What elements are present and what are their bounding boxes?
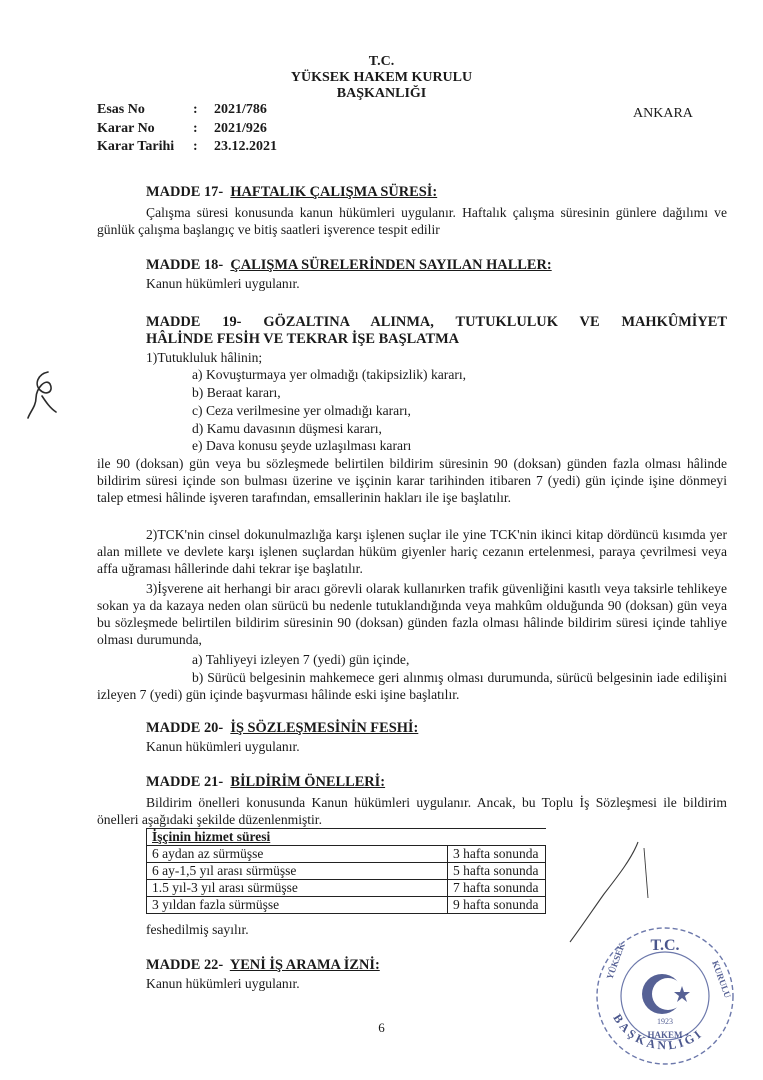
table-header-cell: İşçinin hizmet süresi [147,829,546,846]
article-19-item-e: e) Dava konusu şeyde uzlaşılması kararı [192,438,412,453]
header-institution: YÜKSEK HAKEM KURULU [290,70,473,85]
article-20-heading [146,720,418,737]
article-19-title-line2: HÂLİNDE FESİH VE TEKRAR İŞE BAŞLATMA [146,331,460,347]
article-22-heading [146,957,380,974]
seal-right-text: KURULU [710,959,733,1000]
crescent-star-icon [642,974,690,1014]
article-19-intro: 1)Tutukluluk hâlinin; [146,350,263,365]
table-cell-notice: 5 hafta sonunda [448,863,546,880]
table-header-row [147,829,546,846]
article-19-paragraph-3: 3)İşverene ait herhangi bir aracı görevli olarak kullanırken trafik güvenliğini kasıtlı veya taksirle tehlikeye sokan ya da kazaya neden olan sürücü bu nedenle tutuklandığında veya mahkûm olduğunda 90 (doksan) gün veya bu sözleşmede belirtilen bildirim süresinin 90 (doksan) günden fazla olması hâlinde bildirim süresi içinde tahliye olması durumunda, [97,581,727,647]
article-20-number: MADDE 20- [146,720,224,736]
article-18-text: Kanun hükümleri uygulanır. [146,276,300,291]
article-19-item-c: c) Ceza verilmesine yer olmadığı kararı, [192,403,411,418]
seal-inner-text: HAKEM [647,1030,683,1040]
meta-esas-value: 2021/786 [214,102,267,117]
article-21-title: BİLDİRİM ÖNELLERİ: [230,774,386,790]
article-19-paragraph-3b: b) Sürücü belgesinin mahkemece geri alınmış olması durumunda, sürücü belgesinin iade edilişini izleyen 7 (yedi) gün içinde başvurması hâlinde eski işine başlatılır. [97,670,727,702]
header-presidency: BAŞKANLIĞI [336,86,427,101]
header-city: ANKARA [633,106,693,121]
table-row [147,863,546,880]
article-18-number: MADDE 18- [146,257,224,273]
article-19-item-b: b) Beraat kararı, [192,385,281,400]
seal-left-text: YÜKSEK [604,941,627,981]
table-cell-notice: 9 hafta sonunda [448,897,546,914]
table-row [147,846,546,863]
article-21-number: MADDE 21- [146,774,224,790]
article-21-after-table: feshedilmiş sayılır. [146,922,249,937]
table-cell-duration: 3 yıldan fazla sürmüşse [147,897,448,914]
article-20-title: İŞ SÖZLEŞMESİNİN FESHİ: [230,720,419,736]
article-17-text: Çalışma süresi konusunda kanun hükümleri uygulanır. Haftalık çalışma süresinin günlere dağılımı ve günlük çalışma başlangıç ve bitiş saatleri işverence tespit edilir [97,205,727,237]
article-17-title: HAFTALIK ÇALIŞMA SÜRESİ: [230,184,438,200]
article-19-item-a: a) Kovuşturmaya yer olmadığı (takipsizlik) kararı, [192,367,467,382]
article-19-item-d: d) Kamu davasının düşmesi kararı, [192,421,382,436]
table-cell-duration: 1.5 yıl-3 yıl arası sürmüşse [147,880,448,897]
table-row [147,880,546,897]
meta-date-label: Karar Tarihi [97,139,175,154]
article-19-title-line1: MADDE 19- GÖZALTINA ALINMA, TUTUKLULUK VE MAHKÛMİYET [146,314,727,330]
article-21-heading [146,774,385,791]
meta-esas-label: Esas No [97,102,145,117]
seal-year-text: 1923 [657,1017,673,1026]
table-cell-duration: 6 ay-1,5 yıl arası sürmüşse [147,863,448,880]
seal-tc-text: T.C. [650,937,680,954]
table-cell-duration: 6 aydan az sürmüşse [147,846,448,863]
article-19-paragraph-2: 2)TCK'nin cinsel dokunulmazlığa karşı işlenen suçlar ile yine TCK'nin ikinci kitap dördüncü kısımda yer alan millete ve devlete karşı işlenen suçlardan hüküm giyenler hariç cezanın ertelenmesi, paraya çevrilmesi veya affa uğraması hâllerinde dahi tekrar işe başlatılır. [97,527,727,576]
meta-date-sep: : [193,139,198,154]
article-21-text: Bildirim önelleri konusunda Kanun hükümleri uygulanır. Ancak, bu Toplu İş Sözleşmesi ile bildirim önelleri aşağıdaki şekilde düzenlenmiştir. [97,795,727,827]
article-17-number: MADDE 17- [146,184,224,200]
article-22-text: Kanun hükümleri uygulanır. [146,976,300,991]
notice-period-table [146,828,546,914]
meta-karar-label: Karar No [97,121,155,136]
meta-karar-value: 2021/926 [214,121,267,136]
table-cell-notice: 7 hafta sonunda [448,880,546,897]
table-row [147,897,546,914]
article-17-heading [146,184,437,201]
official-seal-stamp [582,920,748,1066]
handwritten-initial-mark [22,368,66,422]
article-19-paragraph-3a: a) Tahliyeyi izleyen 7 (yedi) gün içinde, [192,652,410,667]
article-20-text: Kanun hükümleri uygulanır. [146,739,300,754]
table-cell-notice: 3 hafta sonunda [448,846,546,863]
article-19-paragraph-1: ile 90 (doksan) gün veya bu sözleşmede belirtilen bildirim süresinin 90 (doksan) günden fazla olması hâlinde bildirim süresi içinde son bulması üzerine ve işçinin karar tarihinden itibaren 7 (yedi) gün içinde işine dönmeyi talep etmesi hâlinde işveren tarafından, emsallerinin hakları ile işe başlatılır. [97,456,727,505]
page-number: 6 [378,1020,385,1035]
article-22-title: YENİ İŞ ARAMA İZNİ: [229,957,380,973]
article-22-number: MADDE 22- [146,957,224,973]
meta-date-value: 23.12.2021 [214,139,277,154]
meta-karar-sep: : [193,121,198,136]
article-18-heading [146,257,552,274]
seal-bottom-text: BAŞKANLIĞI [610,1011,706,1053]
header-tc: T.C. [368,54,395,69]
meta-esas-sep: : [193,102,198,117]
article-18-title: ÇALIŞMA SÜRELERİNDEN SAYILAN HALLER: [230,257,552,273]
